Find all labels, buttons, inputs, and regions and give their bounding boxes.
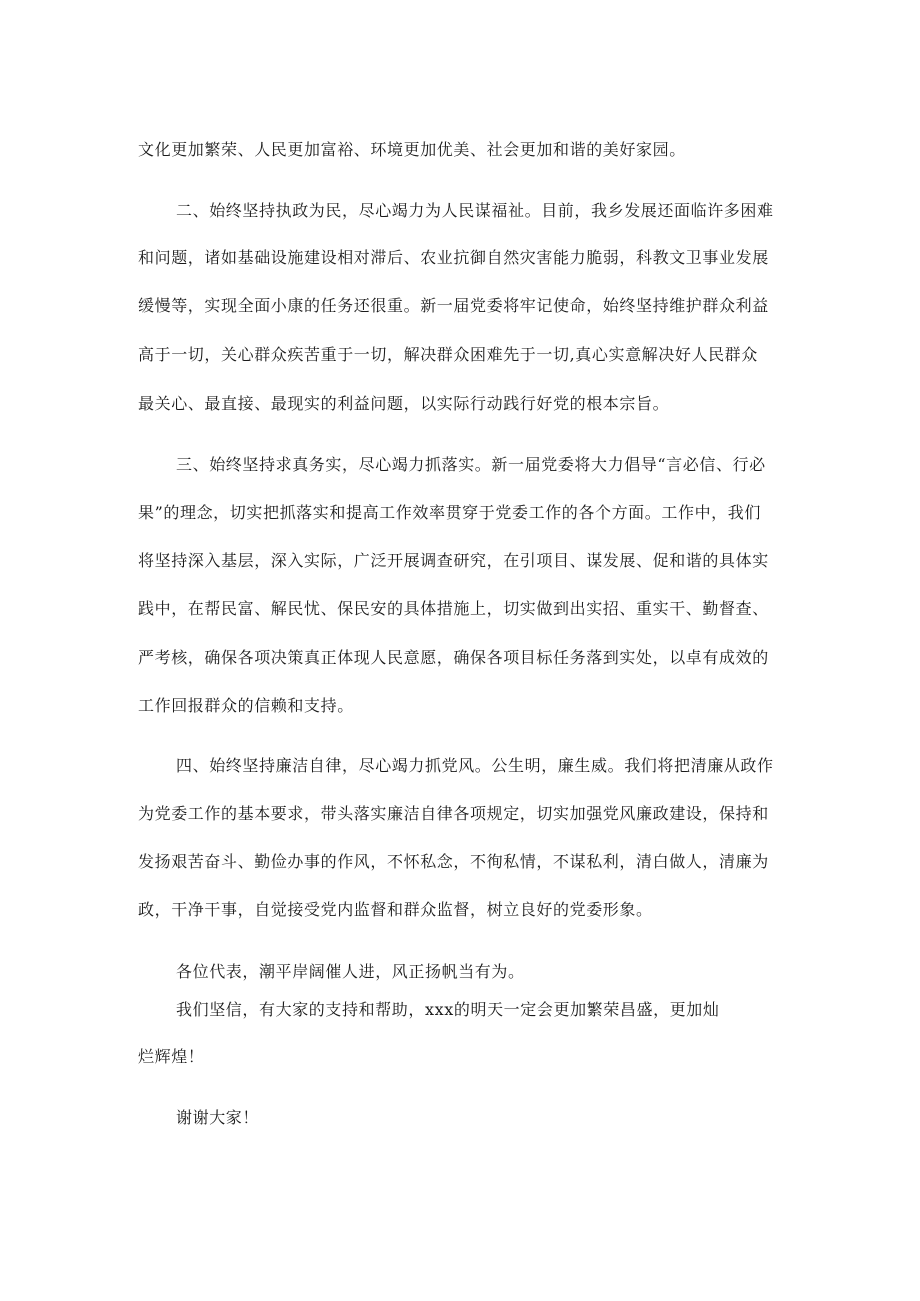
paragraph-line: 文化更加繁荣、人民更加富裕、环境更加优美、社会更加和谐的美好家园。 [138,140,686,159]
paragraph-line: 践中，在帮民富、解民忧、保民安的具体措施上，切实做到出实招、重实干、勤督查、 [138,599,769,618]
paragraph-line: 三、始终坚持求真务实，尽心竭力抓落实。新一届党委将大力倡导“言必信、行必 [176,455,766,474]
paragraph-line: 为党委工作的基本要求，带头落实廉洁自律各项规定，切实加强党风廉政建设，保持和 [138,804,769,823]
paragraph-line: 缓慢等，实现全面小康的任务还很重。新一届党委将牢记使命，始终坚持维护群众利益 [138,296,769,315]
paragraph-line: 二、始终坚持执政为民，尽心竭力为人民谋福祉。目前，我乡发展还面临许多困难 [176,201,774,220]
paragraph-line: 烂辉煌！ [138,1047,205,1066]
paragraph-line: 工作回报群众的信赖和支持。 [138,696,354,715]
paragraph-line: 高于一切，关心群众疾苦重于一切，解决群众困难先于一切,真心实意解决好人民群众 [138,345,758,364]
paragraph-line: 政，干净干事，自觉接受党内监督和群众监督，树立良好的党委形象。 [138,900,653,919]
paragraph-line: 严考核，确保各项决策真正体现人民意愿，确保各项目标任务落到实处，以卓有成效的 [138,648,769,667]
closing-line: 谢谢大家！ [176,1108,260,1127]
paragraph-line: 我们坚信，有大家的支持和帮助，xxx的明天一定会更加繁荣昌盛，更加灿 [176,1000,720,1019]
paragraph-line: 最关心、最直接、最现实的利益问题，以实际行动践行好党的根本宗旨。 [138,394,670,413]
paragraph-line: 各位代表，潮平岸阔催人进，风正扬帆当有为。 [176,962,525,981]
paragraph-line: 和问题，诸如基础设施建设相对滞后、农业抗御自然灾害能力脆弱，科教文卫事业发展 [138,248,769,267]
paragraph-line: 将坚持深入基层，深入实际，广泛开展调查研究，在引项目、谋发展、促和谐的具体实 [138,551,769,570]
paragraph-line: 发扬艰苦奋斗、勤俭办事的作风，不怀私念，不徇私情，不谋私利，清白做人，清廉为 [138,852,769,871]
paragraph-line: 果”的理念，切实把抓落实和提高工作效率贯穿于党委工作的各个方面。工作中，我们 [138,503,761,522]
paragraph-line: 四、始终坚持廉洁自律，尽心竭力抓党风。公生明，廉生威。我们将把清廉从政作 [176,756,774,775]
